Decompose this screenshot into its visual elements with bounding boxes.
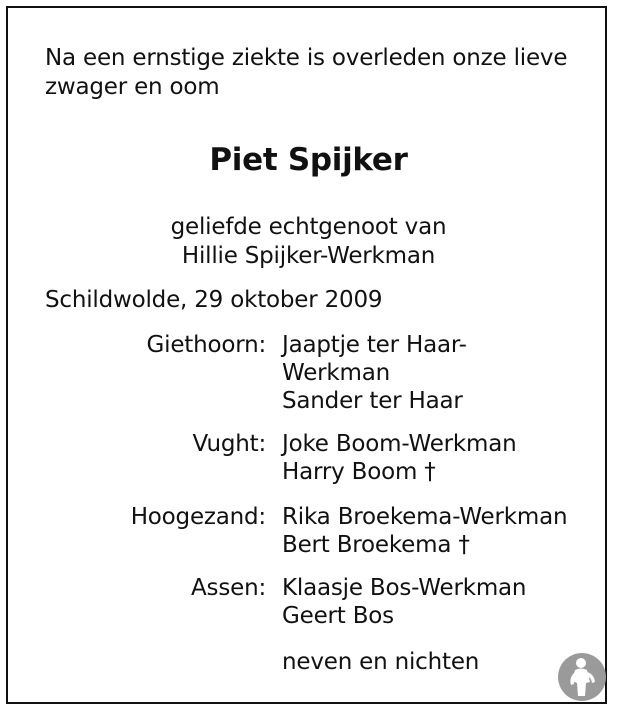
- family-name: Jaaptje ter Haar-: [282, 332, 467, 358]
- memorial-figure-icon: [557, 652, 607, 702]
- family-name: Bert Broekema †: [282, 532, 470, 558]
- place-date: Schildwolde, 29 oktober 2009: [45, 287, 383, 313]
- family-place: Hoogezand:: [130, 504, 266, 530]
- family-names: [282, 430, 592, 486]
- family-place: Vught:: [192, 431, 266, 457]
- closing-text: neven en nichten: [282, 649, 480, 675]
- family-name: Werkman: [282, 360, 390, 386]
- family-name: Geert Bos: [282, 603, 394, 629]
- family-place: Giethoorn:: [146, 332, 266, 358]
- spouse-line-2: Hillie Spijker-Werkman: [181, 243, 436, 269]
- family-name: Joke Boom-Werkman: [282, 431, 517, 457]
- family-name: Klaasje Bos-Werkman: [282, 575, 527, 601]
- deceased-name: Piet Spijker: [209, 142, 408, 178]
- family-name: Sander ter Haar: [282, 388, 463, 414]
- family-names: [282, 503, 592, 559]
- intro-line-2: zwager en oom: [45, 74, 220, 100]
- family-names: [282, 574, 592, 630]
- spouse-text: [0, 213, 617, 271]
- intro-text: [45, 44, 585, 102]
- family-place: Assen:: [191, 575, 266, 601]
- family-name: Harry Boom †: [282, 459, 436, 485]
- family-name: Rika Broekema-Werkman: [282, 504, 568, 530]
- spouse-line-1: geliefde echtgenoot van: [170, 214, 447, 240]
- intro-line-1: Na een ernstige ziekte is overleden onze lieve: [45, 45, 568, 71]
- family-names: [282, 331, 592, 415]
